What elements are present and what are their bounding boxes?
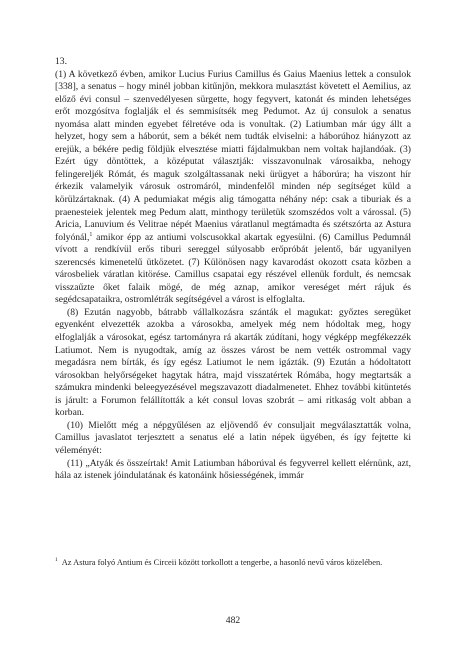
- footnote-reference: 1: [89, 231, 93, 238]
- paragraph-3: (10) Mielőtt még a népgyűlésen az eljövendő év consuljait megválasztatták volna, Camillus javaslatot terjesztett a senatus elé a latin népek ügyében, és így fejtette ki véleményét:: [55, 419, 411, 456]
- footnote-marker: 1: [55, 557, 58, 564]
- footnote: [55, 557, 411, 569]
- paragraph-1: [55, 69, 411, 307]
- paragraph-1-continuation: amikor épp az antiumi volscusokkal akartak egyesülni. (6) Camillus Pedumnál vívott a rendkívül erős tiburi sereggel súlyosabb erőpróbát jelentő, bár ugyanilyen szerencsés kimenetelű ütközetet. (7) Különösen nagy kavarodást okozott csata közben a városbeliek váratlan kitörése. Camillus csapatai egy részével ellenük fordult, és nemcsak visszaűzte őket falaik mögé, de még aznap, amikor vereséget mért rájuk és segédcsapataikra, ostromlétrák segítségével a várost is elfoglalta.: [55, 231, 411, 306]
- footnote-text: Az Astura folyó Antium és Circeii között torkollott a tengerbe, a hasonló nevű város közelében.: [61, 558, 383, 567]
- page-body: [55, 56, 411, 483]
- paragraph-4: (11) „Atyák és összeírtak! Amit Latiumban háborúval és fegyverrel kellett elérnünk, azt, hála az istenek jóindulatának és katonáink hősiességének, immár: [55, 457, 411, 482]
- paragraph-2: (8) Ezután nagyobb, bátrabb vállalkozásra szánták el magukat: győztes seregüket egyenként elvezették azokba a városokba, amelyek még nem hódoltak meg, hogy elfoglalják a városokat, egész tartományra rá akarták zúdítani, hogy végképp megfékezzék Latiumot. Nem is nyugodtak, amíg az összes várost be nem vették ostrommal vagy megadásra nem bírták, és így egész Latiumot le nem igázták. (9) Ezután a hódoltatott városokban helyőrségeket hagytak hátra, majd visszatértek Rómába, hogy megtartsák a számukra mindenki beleegyezésével megszavazott diadalmenetet. Ehhez további kitüntetés is járult: a Forumon felállították a két consul lovas szobrát – ami ritkaság volt abban a korban.: [55, 306, 411, 419]
- paragraph-1-text: (1) A következő évben, amikor Lucius Furius Camillus és Gaius Maenius lettek a consulok [338], a senatus – hogy minél jobban kitűnjön, mekkora mulasztást követett el Aemilius, az előző évi consul – szenvedélyesen sürgette, hogy fegyvert, katonát és minden lehetséges erőt mozgósítva foglalják el és semmisítsék meg Pedumot. Az új consulok a senatus nyomása alatt minden egyebet félretéve oda is vonultak. (2) Latiumban már úgy állt a helyzet, hogy sem a háborút, sem a békét nem tudták elviselni: a háborúhoz hiányzott az erejük, a békére pedig földjük elvesztése miatti fájdalmukban nem voltak hajlandóak. (3) Ezért úgy döntöttek, a középutat választják: visszavonulnak városaikba, nehogy felingereljék Rómát, és maguk szolgáltassanak neki ürügyet a háborúra; ha viszont hír érkezik valamelyik városuk ostromáról, mindenfelől minden nép segítséget küld a körülzártaknak. (4) A pedumiakat mégis alig támogatta néhány nép: csak a tiburiak és a praenesteiek jelentek meg Pedum alatt, minthogy területük szomszédos volt a várossal. (5) Aricia, Lanuvium és Velitrae népét Maenius váratlanul megtámadta és szétszórta az Astura folyónál,: [55, 68, 411, 243]
- chapter-number: 13.: [55, 56, 67, 67]
- page-number: 482: [225, 615, 241, 626]
